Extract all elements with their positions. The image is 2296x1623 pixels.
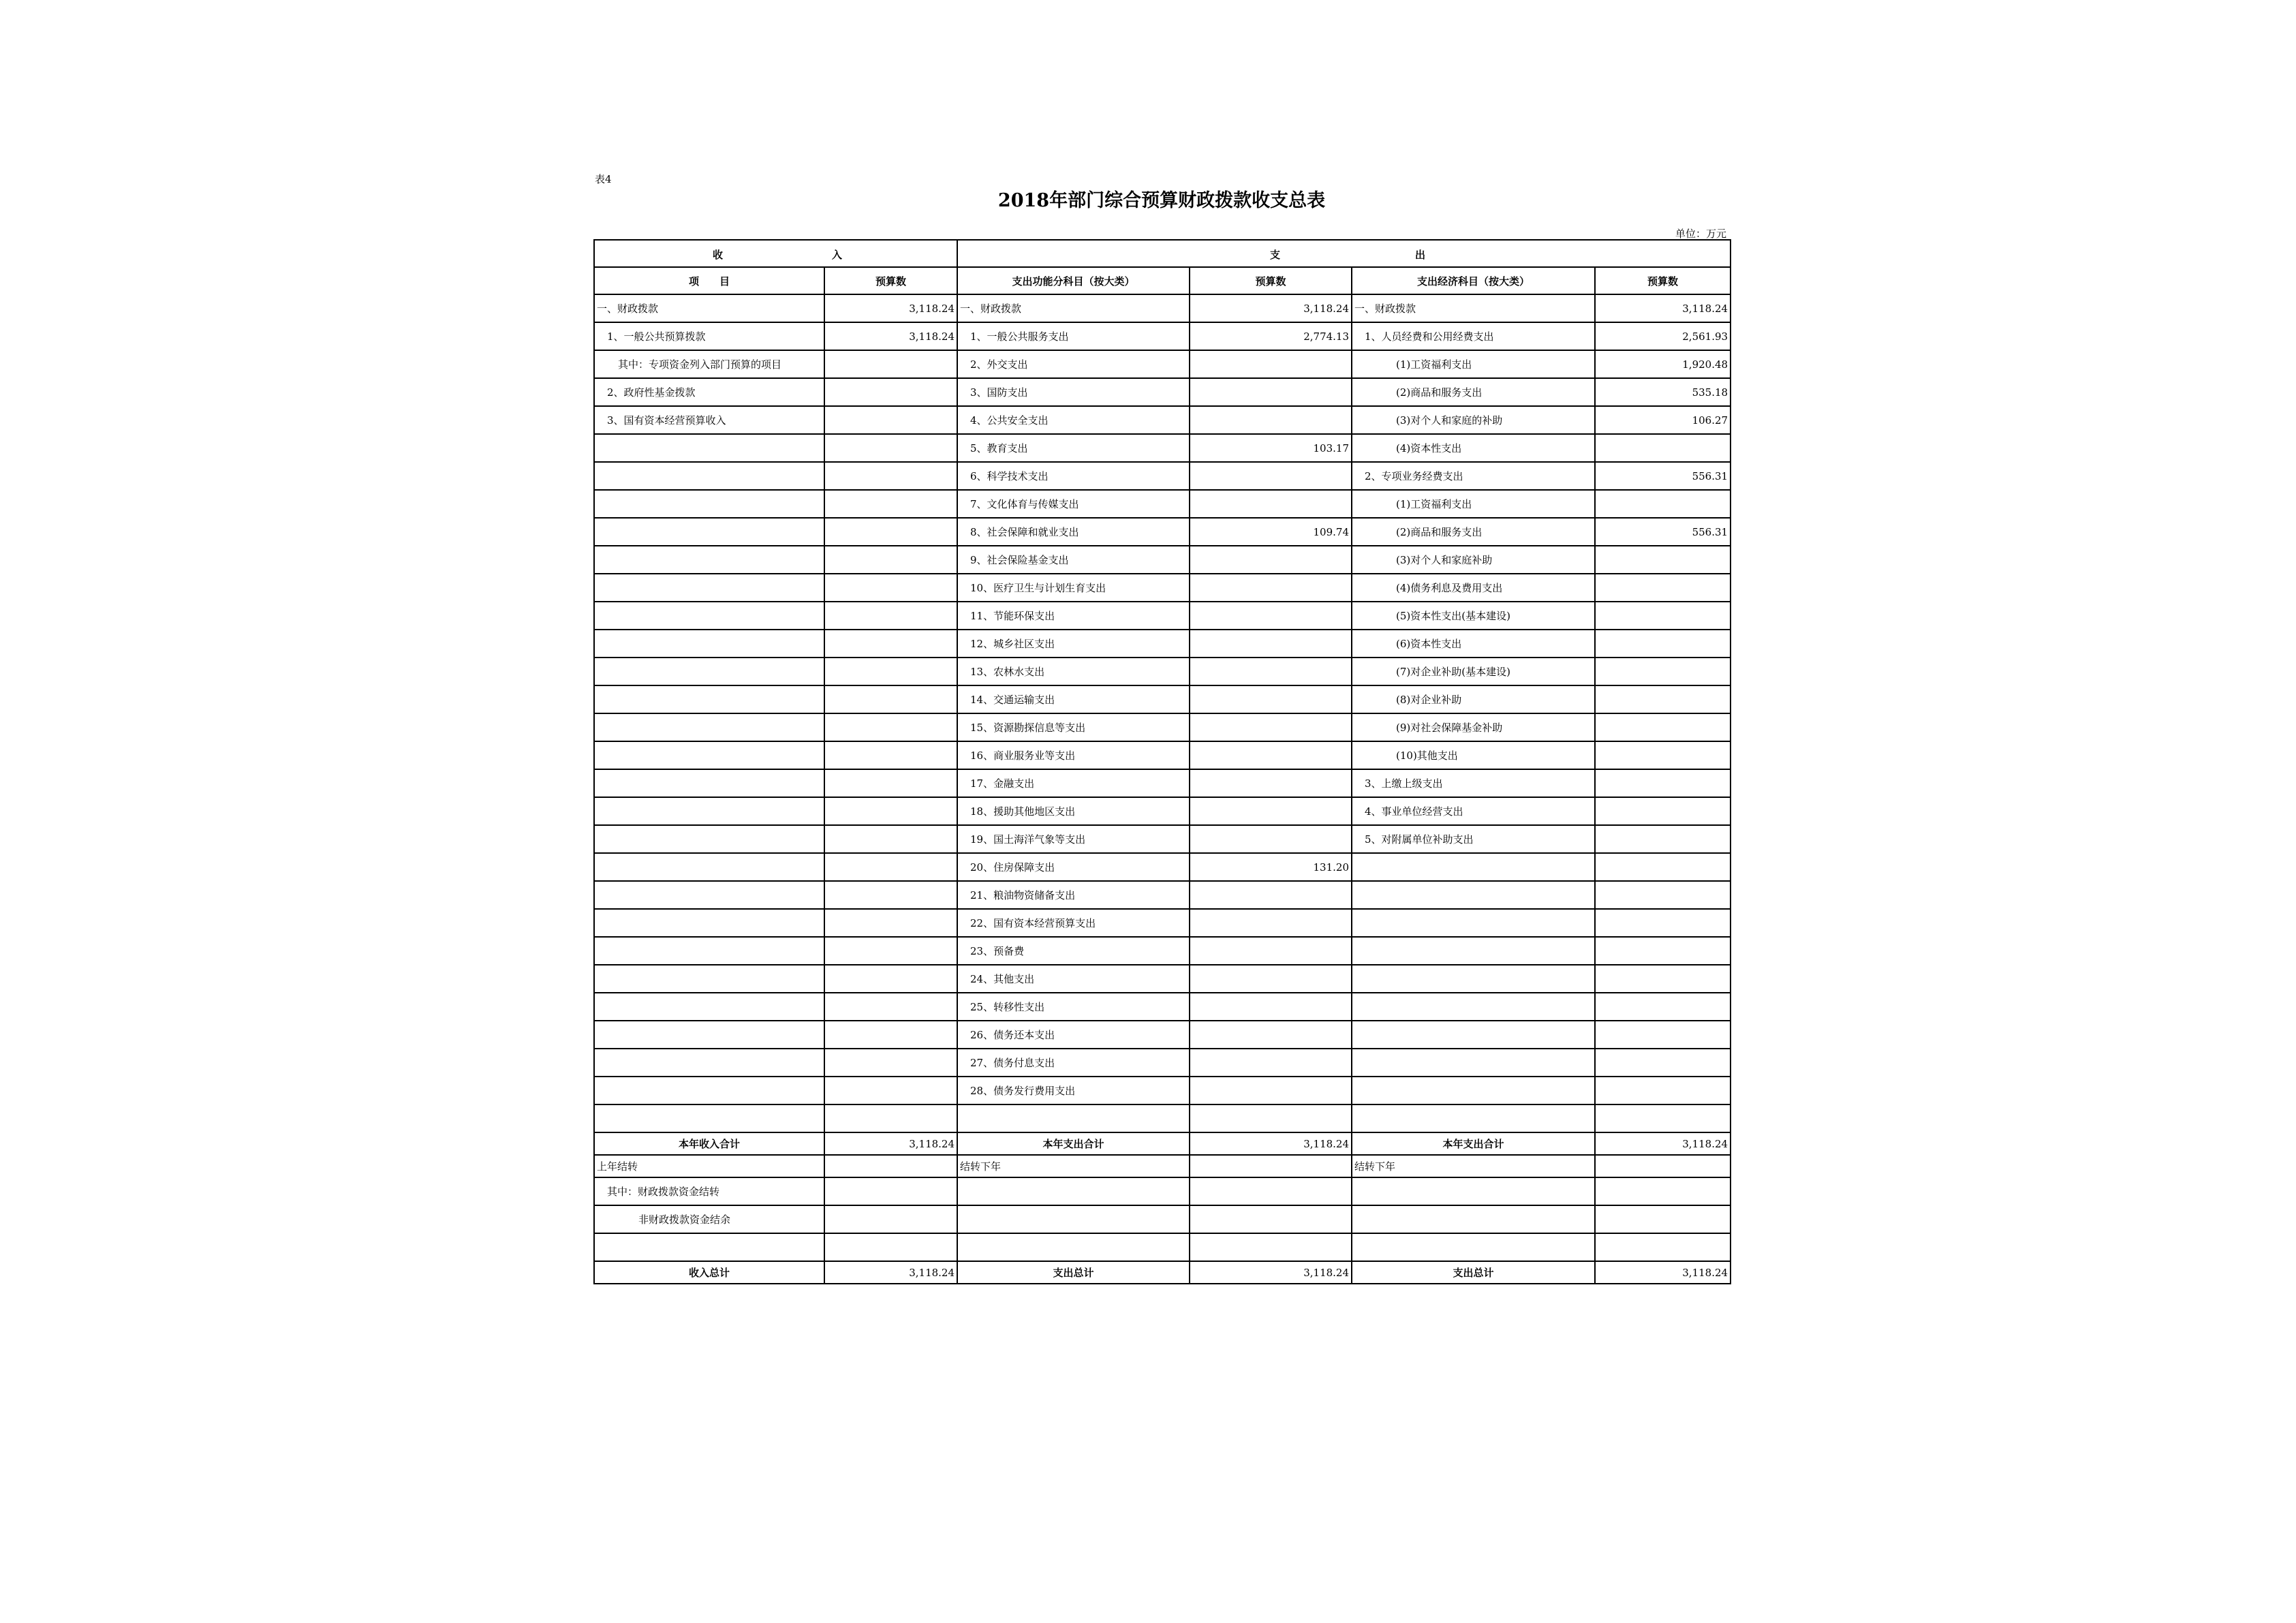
budget-value-cell xyxy=(1595,937,1731,965)
budget-value-cell xyxy=(1595,825,1731,853)
item-label-cell: 收入总计 xyxy=(594,1261,824,1284)
item-label-cell: 25、转移性支出 xyxy=(957,993,1190,1021)
table-row xyxy=(594,909,1731,937)
item-label-cell xyxy=(1352,1049,1595,1077)
item-label-cell: 4、公共安全支出 xyxy=(957,406,1190,434)
item-label-cell: 支出总计 xyxy=(957,1261,1190,1284)
item-label-cell: 8、社会保障和就业支出 xyxy=(957,518,1190,546)
item-label-cell: 1、人员经费和公用经费支出 xyxy=(1352,322,1595,350)
item-label-cell: 6、科学技术支出 xyxy=(957,462,1190,490)
table-row xyxy=(594,853,1731,881)
budget-value-cell xyxy=(1190,1021,1352,1049)
item-label-cell: 3、国有资本经营预算收入 xyxy=(594,406,824,434)
budget-value-cell xyxy=(824,350,957,378)
item-label-cell xyxy=(957,1205,1190,1233)
header-row-sections xyxy=(594,240,1731,267)
item-label-cell: 本年收入合计 xyxy=(594,1132,824,1155)
item-label-cell xyxy=(594,769,824,797)
table-row xyxy=(594,741,1731,769)
budget-value-cell xyxy=(1190,602,1352,630)
item-label-cell xyxy=(594,518,824,546)
budget-value-cell xyxy=(1190,741,1352,769)
item-label-cell: 1、一般公共服务支出 xyxy=(957,322,1190,350)
item-label-cell xyxy=(1352,853,1595,881)
budget-value-cell xyxy=(824,574,957,602)
budget-value-cell xyxy=(1595,490,1731,518)
carryover-row xyxy=(594,1177,1731,1205)
item-label-cell: 19、国土海洋气象等支出 xyxy=(957,825,1190,853)
item-label-cell: 15、资源勘探信息等支出 xyxy=(957,713,1190,741)
budget-value-cell xyxy=(1190,881,1352,909)
table-row xyxy=(594,322,1731,350)
header-row-columns xyxy=(594,267,1731,294)
table-row xyxy=(594,769,1731,797)
budget-value-cell xyxy=(1595,993,1731,1021)
item-label-cell: 本年支出合计 xyxy=(1352,1132,1595,1155)
budget-value-cell xyxy=(824,685,957,713)
budget-value-cell: 3,118.24 xyxy=(824,1261,957,1284)
budget-value-cell xyxy=(824,658,957,685)
budget-value-cell xyxy=(824,1077,957,1104)
item-label-cell xyxy=(594,602,824,630)
item-label-cell: (4)资本性支出 xyxy=(1352,434,1595,462)
item-label-cell xyxy=(1352,965,1595,993)
item-label-cell: 结转下年 xyxy=(1352,1155,1595,1177)
item-label-cell: (1)工资福利支出 xyxy=(1352,490,1595,518)
item-label-cell xyxy=(1352,881,1595,909)
item-label-cell: 9、社会保险基金支出 xyxy=(957,546,1190,574)
item-label-cell: 18、援助其他地区支出 xyxy=(957,797,1190,825)
budget-value-cell xyxy=(1190,797,1352,825)
budget-value-cell: 3,118.24 xyxy=(1190,294,1352,322)
table-row xyxy=(594,1021,1731,1049)
budget-value-cell xyxy=(824,602,957,630)
item-label-cell: 5、教育支出 xyxy=(957,434,1190,462)
col-header-budget-econ: 预算数 xyxy=(1595,267,1731,294)
budget-value-cell: 2,561.93 xyxy=(1595,322,1731,350)
col-header-econ: 支出经济科目（按大类） xyxy=(1352,267,1595,294)
item-label-cell: 26、债务还本支出 xyxy=(957,1021,1190,1049)
budget-value-cell xyxy=(1190,1155,1352,1177)
budget-value-cell: 1,920.48 xyxy=(1595,350,1731,378)
table-row xyxy=(594,825,1731,853)
expense-section-header xyxy=(957,240,1731,267)
col-header-budget-func: 预算数 xyxy=(1190,267,1352,294)
budget-value-cell xyxy=(824,937,957,965)
budget-value-cell: 103.17 xyxy=(1190,434,1352,462)
item-label-cell xyxy=(1352,1077,1595,1104)
table-number-label: 表4 xyxy=(595,173,612,185)
budget-value-cell xyxy=(1190,574,1352,602)
budget-value-cell: 535.18 xyxy=(1595,378,1731,406)
budget-value-cell: 131.20 xyxy=(1190,853,1352,881)
item-label-cell: 23、预备费 xyxy=(957,937,1190,965)
table-row xyxy=(594,713,1731,741)
table-row xyxy=(594,490,1731,518)
item-label-cell xyxy=(594,462,824,490)
table-row xyxy=(594,685,1731,713)
budget-value-cell xyxy=(824,713,957,741)
budget-value-cell xyxy=(824,546,957,574)
budget-value-cell xyxy=(824,1155,957,1177)
budget-value-cell xyxy=(824,1177,957,1205)
budget-value-cell: 3,118.24 xyxy=(1190,1132,1352,1155)
income-section-header xyxy=(594,240,957,267)
item-label-cell: 27、债务付息支出 xyxy=(957,1049,1190,1077)
item-label-cell: 22、国有资本经营预算支出 xyxy=(957,909,1190,937)
budget-value-cell xyxy=(1595,769,1731,797)
item-label-cell xyxy=(594,434,824,462)
item-label-cell xyxy=(594,937,824,965)
table-row xyxy=(594,881,1731,909)
budget-value-cell xyxy=(1595,1049,1731,1077)
item-label-cell: 3、上缴上级支出 xyxy=(1352,769,1595,797)
budget-value-cell xyxy=(1595,1205,1731,1233)
item-label-cell: (10)其他支出 xyxy=(1352,741,1595,769)
table-row xyxy=(594,350,1731,378)
budget-value-cell xyxy=(824,630,957,658)
budget-value-cell xyxy=(824,853,957,881)
item-label-cell: 12、城乡社区支出 xyxy=(957,630,1190,658)
page-title: 2018年部门综合预算财政拨款收支总表 xyxy=(997,190,1326,211)
table-row xyxy=(594,1049,1731,1077)
item-label-cell: 17、金融支出 xyxy=(957,769,1190,797)
item-label-cell: (1)工资福利支出 xyxy=(1352,350,1595,378)
item-label-cell xyxy=(594,909,824,937)
budget-value-cell xyxy=(1190,1077,1352,1104)
item-label-cell: (6)资本性支出 xyxy=(1352,630,1595,658)
budget-value-cell: 3,118.24 xyxy=(1190,1261,1352,1284)
item-label-cell xyxy=(594,1021,824,1049)
item-label-cell xyxy=(594,853,824,881)
budget-value-cell xyxy=(1190,713,1352,741)
item-label-cell xyxy=(594,574,824,602)
table-row xyxy=(594,294,1731,322)
budget-value-cell xyxy=(1190,378,1352,406)
item-label-cell: 21、粮油物资储备支出 xyxy=(957,881,1190,909)
item-label-cell: 其中：财政拨款资金结转 xyxy=(594,1177,824,1205)
table-row xyxy=(594,518,1731,546)
item-label-cell: 2、政府性基金拨款 xyxy=(594,378,824,406)
item-label-cell: 2、专项业务经费支出 xyxy=(1352,462,1595,490)
item-label-cell: 13、农林水支出 xyxy=(957,658,1190,685)
budget-value-cell xyxy=(1595,434,1731,462)
income-header-char-2: 入 xyxy=(832,249,843,261)
budget-value-cell xyxy=(1595,1077,1731,1104)
budget-value-cell xyxy=(1190,825,1352,853)
table-row xyxy=(594,462,1731,490)
budget-value-cell xyxy=(824,993,957,1021)
table-row xyxy=(594,406,1731,434)
budget-value-cell xyxy=(1190,658,1352,685)
budget-value-cell xyxy=(1595,1233,1731,1261)
item-label-cell xyxy=(1352,1205,1595,1233)
unit-label: 单位：万元 xyxy=(1675,228,1726,240)
item-label-cell xyxy=(594,825,824,853)
budget-value-cell xyxy=(824,881,957,909)
item-label-cell: (9)对社会保障基金补助 xyxy=(1352,713,1595,741)
budget-value-cell: 109.74 xyxy=(1190,518,1352,546)
budget-value-cell xyxy=(1190,462,1352,490)
budget-value-cell xyxy=(1595,1155,1731,1177)
budget-value-cell: 556.31 xyxy=(1595,462,1731,490)
budget-value-cell: 3,118.24 xyxy=(824,294,957,322)
item-label-cell xyxy=(1352,1233,1595,1261)
item-label-cell xyxy=(594,713,824,741)
table-row xyxy=(594,602,1731,630)
expense-header-char-1: 支 xyxy=(1270,249,1281,261)
item-label-cell: (7)对企业补助(基本建设) xyxy=(1352,658,1595,685)
item-label-cell xyxy=(957,1104,1190,1132)
budget-value-cell xyxy=(1595,881,1731,909)
item-label-cell: (4)债务利息及费用支出 xyxy=(1352,574,1595,602)
table-row xyxy=(594,546,1731,574)
item-label-cell xyxy=(594,490,824,518)
item-label-cell xyxy=(1352,1021,1595,1049)
budget-value-cell xyxy=(824,406,957,434)
item-label-cell: 24、其他支出 xyxy=(957,965,1190,993)
budget-value-cell xyxy=(1595,909,1731,937)
budget-value-cell xyxy=(824,518,957,546)
item-label-cell: 一、财政拨款 xyxy=(957,294,1190,322)
budget-value-cell xyxy=(1190,937,1352,965)
col-header-func: 支出功能分科目（按大类） xyxy=(957,267,1190,294)
budget-value-cell xyxy=(824,434,957,462)
budget-value-cell xyxy=(1595,741,1731,769)
item-label-cell: 本年支出合计 xyxy=(957,1132,1190,1155)
budget-value-cell xyxy=(824,965,957,993)
budget-value-cell xyxy=(824,378,957,406)
item-label-cell: 16、商业服务业等支出 xyxy=(957,741,1190,769)
item-label-cell: 1、一般公共预算拨款 xyxy=(594,322,824,350)
budget-value-cell xyxy=(824,490,957,518)
budget-value-cell xyxy=(824,741,957,769)
item-label-cell: 3、国防支出 xyxy=(957,378,1190,406)
expense-header-char-2: 出 xyxy=(1415,249,1426,261)
budget-value-cell xyxy=(1190,406,1352,434)
budget-value-cell xyxy=(1595,546,1731,574)
budget-value-cell xyxy=(824,769,957,797)
item-label-cell xyxy=(594,881,824,909)
budget-value-cell xyxy=(1595,1021,1731,1049)
budget-value-cell: 3,118.24 xyxy=(1595,1132,1731,1155)
carryover-row xyxy=(594,1155,1731,1177)
table-row xyxy=(594,378,1731,406)
table-row xyxy=(594,658,1731,685)
item-label-cell xyxy=(594,685,824,713)
budget-value-cell xyxy=(1595,630,1731,658)
budget-value-cell xyxy=(1595,602,1731,630)
table-row xyxy=(594,574,1731,602)
budget-value-cell xyxy=(1190,1177,1352,1205)
subtotal-row xyxy=(594,1132,1731,1155)
budget-value-cell xyxy=(1190,1104,1352,1132)
item-label-cell xyxy=(1352,993,1595,1021)
item-label-cell xyxy=(594,965,824,993)
item-label-cell: (3)对个人和家庭的补助 xyxy=(1352,406,1595,434)
table-row xyxy=(594,1104,1731,1132)
budget-value-cell xyxy=(824,1104,957,1132)
table-row xyxy=(594,937,1731,965)
item-label-cell: 上年结转 xyxy=(594,1155,824,1177)
col-header-budget-income: 预算数 xyxy=(824,267,957,294)
table-row xyxy=(594,965,1731,993)
item-label-cell: 2、外交支出 xyxy=(957,350,1190,378)
item-label-cell xyxy=(1352,1177,1595,1205)
budget-value-cell xyxy=(824,825,957,853)
carryover-row xyxy=(594,1233,1731,1261)
budget-value-cell xyxy=(1595,658,1731,685)
item-label-cell: (5)资本性支出(基本建设) xyxy=(1352,602,1595,630)
budget-value-cell xyxy=(1595,797,1731,825)
item-label-cell: 10、医疗卫生与计划生育支出 xyxy=(957,574,1190,602)
budget-value-cell xyxy=(1190,993,1352,1021)
table-row xyxy=(594,993,1731,1021)
item-label-cell xyxy=(957,1233,1190,1261)
item-label-cell: 11、节能环保支出 xyxy=(957,602,1190,630)
budget-value-cell: 106.27 xyxy=(1595,406,1731,434)
budget-value-cell: 2,774.13 xyxy=(1190,322,1352,350)
budget-value-cell xyxy=(1190,350,1352,378)
budget-value-cell xyxy=(824,462,957,490)
item-label-cell: 一、财政拨款 xyxy=(1352,294,1595,322)
budget-value-cell: 3,118.24 xyxy=(824,1132,957,1155)
budget-value-cell xyxy=(1190,685,1352,713)
budget-value-cell xyxy=(824,1021,957,1049)
item-label-cell xyxy=(594,1049,824,1077)
budget-value-cell xyxy=(1190,490,1352,518)
item-label-cell xyxy=(594,741,824,769)
item-label-cell: 一、财政拨款 xyxy=(594,294,824,322)
budget-value-cell xyxy=(1190,965,1352,993)
item-label-cell xyxy=(1352,909,1595,937)
item-label-cell: 支出总计 xyxy=(1352,1261,1595,1284)
budget-value-cell xyxy=(1190,630,1352,658)
item-label-cell: 5、对附属单位补助支出 xyxy=(1352,825,1595,853)
item-label-cell: 4、事业单位经营支出 xyxy=(1352,797,1595,825)
item-label-cell xyxy=(594,1104,824,1132)
budget-value-cell xyxy=(1190,1233,1352,1261)
item-label-cell xyxy=(1352,1104,1595,1132)
item-label-cell xyxy=(594,797,824,825)
table-row xyxy=(594,630,1731,658)
budget-value-cell xyxy=(1190,1049,1352,1077)
table-row xyxy=(594,434,1731,462)
item-label-cell: 14、交通运输支出 xyxy=(957,685,1190,713)
budget-value-cell xyxy=(1595,713,1731,741)
item-label-cell xyxy=(594,1077,824,1104)
item-label-cell: 28、债务发行费用支出 xyxy=(957,1077,1190,1104)
table-row xyxy=(594,797,1731,825)
item-label-cell: 结转下年 xyxy=(957,1155,1190,1177)
item-label-cell xyxy=(594,1233,824,1261)
budget-value-cell: 3,118.24 xyxy=(824,322,957,350)
budget-value-cell xyxy=(824,1205,957,1233)
budget-value-cell xyxy=(1595,1104,1731,1132)
budget-value-cell xyxy=(1595,853,1731,881)
item-label-cell: (8)对企业补助 xyxy=(1352,685,1595,713)
budget-value-cell xyxy=(1190,1205,1352,1233)
budget-value-cell xyxy=(1595,1177,1731,1205)
item-label-cell xyxy=(957,1177,1190,1205)
budget-value-cell xyxy=(824,1049,957,1077)
budget-value-cell xyxy=(1190,769,1352,797)
item-label-cell xyxy=(594,546,824,574)
budget-value-cell xyxy=(824,797,957,825)
item-label-cell xyxy=(1352,937,1595,965)
income-header-char-1: 收 xyxy=(713,249,724,261)
item-label-cell xyxy=(594,658,824,685)
carryover-row xyxy=(594,1205,1731,1233)
budget-value-cell: 3,118.24 xyxy=(1595,294,1731,322)
item-label-cell: 20、住房保障支出 xyxy=(957,853,1190,881)
item-label-cell xyxy=(594,630,824,658)
item-label-cell: 其中：专项资金列入部门预算的项目 xyxy=(594,350,824,378)
item-label-cell: (2)商品和服务支出 xyxy=(1352,518,1595,546)
budget-value-cell xyxy=(1595,965,1731,993)
budget-value-cell xyxy=(1190,909,1352,937)
item-label-cell: (2)商品和服务支出 xyxy=(1352,378,1595,406)
item-label-cell: 非财政拨款资金结余 xyxy=(594,1205,824,1233)
item-label-cell: (3)对个人和家庭补助 xyxy=(1352,546,1595,574)
col-header-item: 项 目 xyxy=(594,267,824,294)
budget-value-cell xyxy=(1595,685,1731,713)
total-row xyxy=(594,1261,1731,1284)
table-row xyxy=(594,1077,1731,1104)
item-label-cell xyxy=(594,993,824,1021)
budget-value-cell: 3,118.24 xyxy=(1595,1261,1731,1284)
budget-value-cell xyxy=(1190,546,1352,574)
item-label-cell: 7、文化体育与传媒支出 xyxy=(957,490,1190,518)
budget-value-cell: 556.31 xyxy=(1595,518,1731,546)
budget-value-cell xyxy=(824,1233,957,1261)
budget-value-cell xyxy=(1595,574,1731,602)
budget-value-cell xyxy=(824,909,957,937)
budget-table xyxy=(593,239,1731,1284)
